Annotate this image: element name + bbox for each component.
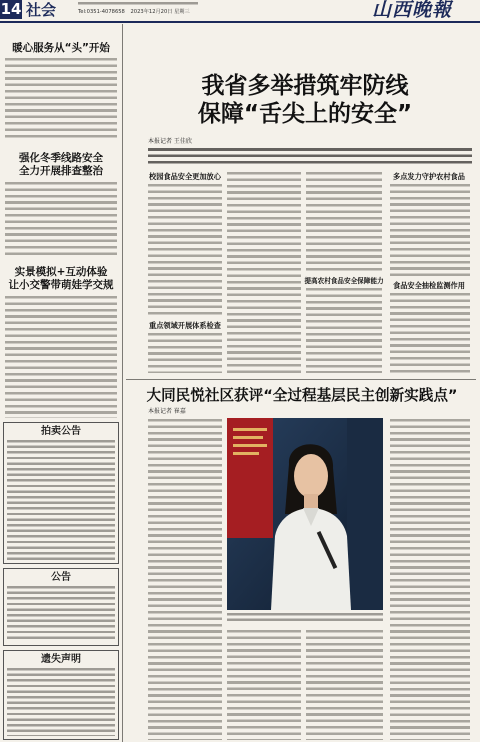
story2-body: [5, 182, 117, 256]
face: [294, 454, 328, 498]
story2-col3-body: [306, 630, 383, 740]
story1-title: 暖心服务从“头”开始: [12, 42, 110, 54]
story2-col2-body: [227, 630, 301, 740]
public-notice: [3, 568, 119, 646]
main-subhead-1: 校园食品安全更加放心: [149, 172, 221, 181]
photo-woman-speaking: [227, 418, 383, 610]
main-col4-body-a: [390, 184, 470, 278]
public-notice-body: [7, 586, 115, 642]
story2-col4-body: [390, 419, 470, 740]
loss-statement-body: [7, 668, 115, 736]
auction-notice-body: [7, 440, 115, 560]
main-subhead-2: 重点领域开展体系检查: [149, 321, 221, 330]
masthead-logo: 山西晚報: [372, 0, 453, 21]
section-name: 社会: [26, 1, 57, 19]
main-headline-line1: 我省多举措筑牢防线: [201, 73, 409, 99]
story2-title-line1: 强化冬季线路安全: [19, 152, 103, 164]
main-col3-body-b: [306, 288, 382, 373]
story2-photo: [227, 418, 383, 610]
date: 2023年12月20日 星期三: [130, 9, 190, 15]
main-headline-line2: 保障“舌尖上的安全”: [197, 101, 413, 127]
main-subhead-3: 提高农村食品安全保障能力: [304, 277, 384, 285]
main-col4-body-b: [390, 293, 470, 373]
auction-notice: [3, 422, 119, 564]
contact-and-date: [78, 9, 190, 16]
auction-notice-title: 拍卖公告: [41, 426, 81, 437]
main-col1-body-b: [148, 333, 222, 373]
story2-col1-body: [148, 419, 222, 740]
public-notice-title: 公告: [51, 572, 71, 583]
main-col2-body: [227, 172, 301, 373]
story2-title-line2: 全力开展排查整治: [19, 165, 103, 177]
loss-statement: [3, 650, 119, 740]
main-col1-body-a: [148, 184, 222, 318]
story3-title-line2: 让小交警带萌娃学交规: [8, 279, 114, 291]
page-number: 14: [0, 0, 22, 18]
story-divider: [126, 379, 476, 380]
story3-body: [5, 296, 117, 418]
story3-title-line1: 实景模拟+互动体验: [14, 266, 108, 278]
story2-headline: 大同民悦社区获评“全过程基层民主创新实践点”: [146, 387, 458, 404]
story1-body: [5, 58, 117, 140]
header-rule: [0, 21, 480, 23]
main-byline: 本报记者 王佳欣: [148, 138, 192, 145]
editor-credits: [78, 2, 198, 7]
photo-caption: [227, 613, 383, 624]
contact: Tel:0351-4078658: [78, 9, 125, 15]
main-lead: [148, 148, 472, 167]
main-subhead-4: 多点发力守护农村食品: [393, 172, 465, 181]
left-column-divider: [122, 24, 123, 742]
main-subhead-5: 食品安全抽检监测作用: [393, 281, 465, 290]
story2-byline: 本报记者 崔嘉: [148, 408, 186, 415]
main-col3-body-a: [306, 172, 382, 272]
loss-statement-title: 遗失声明: [41, 654, 81, 665]
page-number-box: [0, 0, 22, 19]
